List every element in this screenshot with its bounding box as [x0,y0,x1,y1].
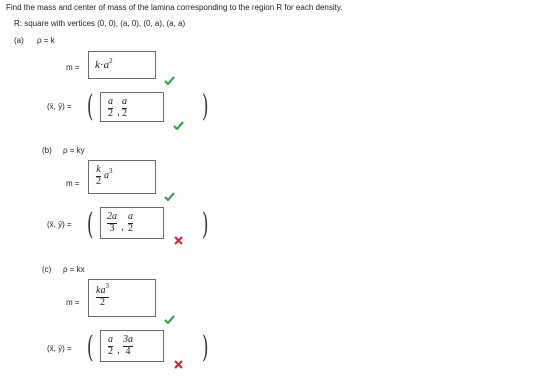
part-a-label: (a) [14,36,24,45]
com-y-den: 2 [122,108,127,119]
mass-coef: k [95,59,100,71]
check-icon [164,315,175,324]
com-y-den: 4 [125,346,131,357]
part-c-label: (c) [42,265,52,274]
com-x-den: 2 [108,108,113,119]
part-b-mass-label: m = [66,179,80,188]
part-b-density: ρ = ky [63,146,85,155]
mass-den: 2 [99,297,105,308]
right-paren: ) [202,89,209,124]
left-paren: ( [87,89,94,124]
part-b-mass-input[interactable] [88,160,156,194]
part-b-label: (b) [42,146,52,155]
mass-num: ka [96,285,106,296]
check-icon [173,121,184,130]
region-description: R: square with vertices (0, 0), (a, 0), (0, a), (a, a) [14,19,186,28]
mass-dot: · [99,59,104,71]
left-paren: ( [87,207,94,242]
mass-var: a [104,170,109,181]
part-c-mass-input[interactable] [88,279,156,317]
part-b-com-label: (x̄, ȳ) = [47,220,72,229]
part-c-mass-label: m = [66,298,80,307]
right-paren: ) [202,207,209,242]
part-c-density: ρ = kx [63,265,85,274]
cross-icon [174,236,183,245]
com-x-den: 3 [109,223,115,234]
com-y-num: 3a [123,334,133,345]
mass-var: a [103,59,110,71]
mass-exp: 2 [109,57,113,65]
com-x-den: 2 [108,346,113,357]
part-b-com-input[interactable]: 2a 3 , a 2 [100,207,164,239]
part-a-mass-input[interactable] [88,51,156,79]
mass-exp: 3 [105,282,109,290]
problem-prompt: Find the mass and center of mass of the lamina corresponding to the region R for each density. [6,3,343,12]
check-icon [164,76,175,85]
part-c-com-label: (x̄, ȳ) = [47,344,72,353]
com-x-num: a [108,334,113,345]
part-a-density: ρ = k [37,36,55,45]
right-paren: ) [202,330,209,365]
left-paren: ( [87,330,94,365]
com-y-num: a [128,211,133,222]
part-a-com-input[interactable]: a 2 , a 2 [100,92,164,122]
com-y-num: a [122,96,127,107]
mass-exp: 3 [109,167,113,175]
com-y-den: 2 [128,223,133,234]
mass-num: k [96,164,101,175]
cross-icon [174,360,183,369]
com-x-num: a [108,96,113,107]
part-c-com-input[interactable]: a 2 , 3a 4 [100,330,164,362]
mass-den: 2 [96,176,101,187]
com-x-num: 2a [107,211,117,222]
part-a-mass-label: m = [66,63,80,72]
check-icon [164,192,175,201]
part-a-com-label: (x̄, ȳ) = [47,102,72,111]
